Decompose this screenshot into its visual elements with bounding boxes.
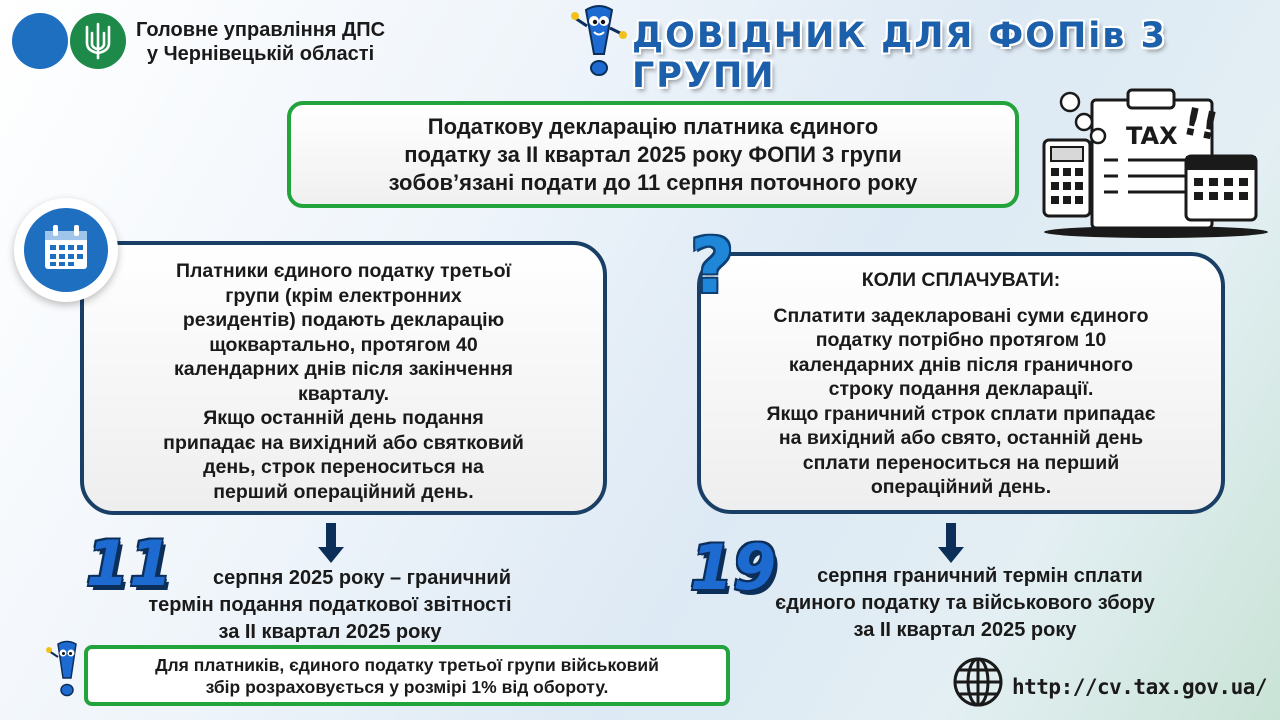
filing-deadline-line-2: термін подання податкової звітності [148, 594, 512, 616]
arrow-down-icon [938, 523, 964, 563]
right-panel-line: Якщо граничний строк сплати припадає [766, 402, 1156, 425]
left-panel-line: Платники єдиного податку третьої [176, 260, 511, 282]
right-panel-line: на вихідний або свято, останній день [778, 427, 1144, 449]
filing-deadline-text [90, 565, 570, 646]
military-levy-line-2: збір розраховується у розмірі 1% від обороту. [205, 676, 609, 697]
right-panel-line: сплати переноситься на перший [802, 451, 1120, 474]
left-panel-line: щоквартально, протягом 40 [209, 333, 478, 356]
exclamation-mascot-icon [570, 4, 628, 78]
declaration-deadline-notice [287, 101, 1019, 208]
payment-deadline-day: 19 [690, 531, 777, 604]
filing-deadline-line-1: серпня 2025 року – граничний [212, 567, 512, 589]
payment-deadline-line-3: за ІІ квартал 2025 року [853, 619, 1077, 641]
calendar-icon [23, 207, 109, 293]
notice-line-1: Податкову декларацію платника єдиного [427, 113, 879, 139]
right-panel-line: строку подання декларації. [828, 378, 1094, 400]
payment-rules-panel [697, 252, 1225, 514]
right-panel-line: Сплатити задекларовані суми єдиного [773, 304, 1149, 327]
left-panel-line: Якщо останній день подання [203, 407, 484, 429]
dps-logo-blue-circle [12, 13, 68, 69]
left-panel-line: групи (крім електронних [225, 284, 462, 307]
org-name-line-2: у Чернівецькій області [146, 43, 375, 65]
payment-deadline-text [700, 563, 1230, 644]
organization-name [136, 18, 385, 66]
notice-line-2: податку за ІІ квартал 2025 року ФОПИ 3 групи [404, 141, 902, 167]
payment-panel-title: КОЛИ СПЛАЧУВАТИ: [861, 269, 1061, 291]
military-levy-line-1: Для платників, єдиного податку третьої групи військовий [155, 654, 659, 675]
left-panel-line: день, строк переноситься на [203, 456, 484, 478]
left-panel-line: припадає на вихідний або святковий [163, 431, 524, 454]
declaration-rules-panel [80, 241, 607, 515]
org-name-line-1: Головне управління ДПС [136, 19, 386, 41]
right-panel-line: податку потрібно протягом 10 [815, 329, 1107, 351]
arrow-down-icon [318, 523, 344, 563]
trident-icon [81, 21, 115, 61]
left-panel-line: перший операційний день. [213, 480, 474, 503]
left-panel-line: календарних днів після закінчення [173, 358, 514, 380]
right-panel-line: операційний день. [870, 476, 1052, 498]
ukraine-trident-logo [70, 13, 126, 69]
filing-deadline-line-3: за ІІ квартал 2025 року [218, 621, 442, 643]
page-headline: ДОВІДНИК ДЛЯ ФОПів 3 ГРУПИ [632, 16, 1167, 96]
exclamation-marks: !! [1179, 98, 1223, 150]
left-panel-line: резидентів) подають декларацію [182, 309, 505, 331]
calendar-badge [14, 198, 118, 302]
tax-label: TAX [1126, 122, 1178, 150]
website-link[interactable]: http://cv.tax.gov.ua/ [1012, 675, 1268, 699]
right-panel-line: календарних днів після граничного [788, 353, 1134, 376]
payment-deadline-line-1: серпня граничний термін сплати [817, 565, 1143, 587]
globe-icon [952, 656, 1004, 708]
left-panel-line: кварталу. [297, 382, 390, 405]
payment-deadline-line-2: єдиного податку та військового збору [775, 592, 1155, 614]
military-levy-note [84, 645, 730, 706]
question-mark-icon: ? [690, 221, 735, 310]
tax-clipboard-illustration-icon [1036, 82, 1270, 242]
exclamation-mascot-small-icon [46, 640, 86, 698]
notice-line-3: зобов’язані подати до 11 серпня поточного року [388, 169, 918, 195]
filing-deadline-day: 11 [86, 527, 173, 600]
